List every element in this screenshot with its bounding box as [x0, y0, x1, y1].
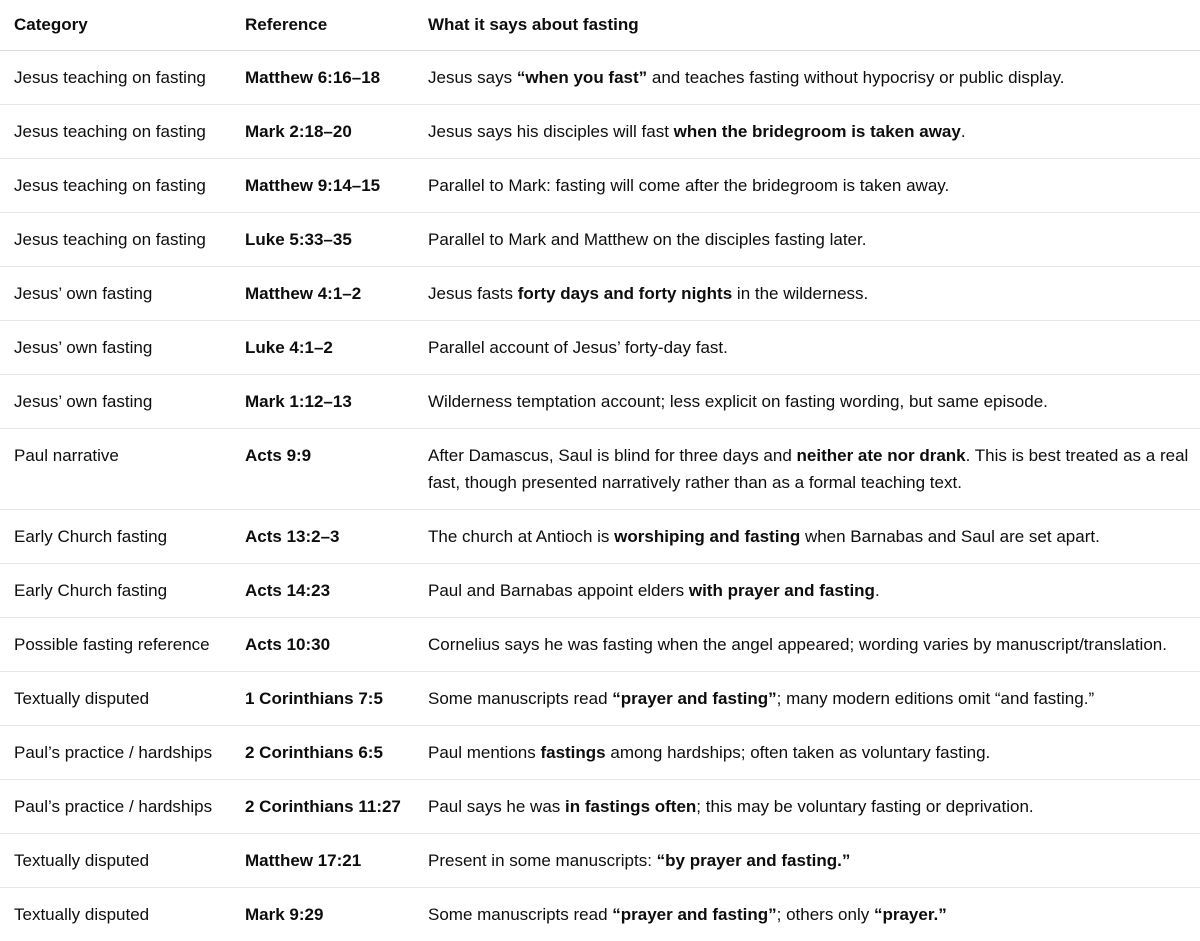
description-text: ; many modern editions omit “and fasting.” — [777, 689, 1094, 708]
description-cell — [414, 888, 1200, 941]
table-row — [0, 618, 1200, 672]
table-row — [0, 888, 1200, 941]
description-emphasis: “when you fast” — [517, 68, 647, 87]
description-text: Parallel to Mark and Matthew on the disciples fasting later. — [428, 230, 866, 249]
category-cell: Early Church fasting — [0, 564, 231, 618]
description-emphasis: worshiping and fasting — [614, 527, 800, 546]
description-text: in the wilderness. — [732, 284, 868, 303]
header-category: Category — [0, 0, 231, 51]
description-cell — [414, 375, 1200, 429]
table-header — [0, 0, 1200, 51]
table-row — [0, 672, 1200, 726]
category-cell: Early Church fasting — [0, 510, 231, 564]
reference-cell: Matthew 9:14–15 — [231, 159, 414, 213]
description-cell — [414, 321, 1200, 375]
description-emphasis: “prayer.” — [874, 905, 947, 924]
description-text: Jesus says — [428, 68, 517, 87]
description-text: Paul mentions — [428, 743, 540, 762]
category-cell: Textually disputed — [0, 834, 231, 888]
description-cell — [414, 834, 1200, 888]
table-body — [0, 51, 1200, 941]
description-text: Some manuscripts read — [428, 905, 612, 924]
reference-cell: Luke 4:1–2 — [231, 321, 414, 375]
description-cell — [414, 672, 1200, 726]
description-emphasis: fastings — [540, 743, 605, 762]
table-row — [0, 564, 1200, 618]
description-text: . — [961, 122, 966, 141]
description-emphasis: “by prayer and fasting.” — [657, 851, 851, 870]
description-text: Jesus says his disciples will fast — [428, 122, 674, 141]
description-cell — [414, 564, 1200, 618]
description-emphasis: “prayer and fasting” — [612, 689, 776, 708]
description-text: Parallel account of Jesus’ forty-day fast. — [428, 338, 728, 357]
table-row — [0, 213, 1200, 267]
header-row — [0, 0, 1200, 51]
table-row — [0, 834, 1200, 888]
description-cell — [414, 429, 1200, 510]
description-text: Paul says he was — [428, 797, 565, 816]
description-emphasis: in fastings often — [565, 797, 696, 816]
category-cell: Possible fasting reference — [0, 618, 231, 672]
description-emphasis: neither ate nor drank — [797, 446, 966, 465]
reference-cell: Mark 2:18–20 — [231, 105, 414, 159]
description-text: Parallel to Mark: fasting will come after the bridegroom is taken away. — [428, 176, 949, 195]
description-emphasis: “prayer and fasting” — [612, 905, 776, 924]
reference-cell: Matthew 17:21 — [231, 834, 414, 888]
category-cell: Paul’s practice / hardships — [0, 726, 231, 780]
table-row — [0, 429, 1200, 510]
description-text: when Barnabas and Saul are set apart. — [800, 527, 1100, 546]
table-row — [0, 510, 1200, 564]
table-row — [0, 780, 1200, 834]
description-emphasis: when the bridegroom is taken away — [674, 122, 961, 141]
description-cell — [414, 726, 1200, 780]
description-cell — [414, 159, 1200, 213]
table-row — [0, 267, 1200, 321]
reference-cell: Luke 5:33–35 — [231, 213, 414, 267]
reference-cell: Acts 9:9 — [231, 429, 414, 510]
description-cell — [414, 267, 1200, 321]
category-cell: Paul’s practice / hardships — [0, 780, 231, 834]
category-cell: Textually disputed — [0, 672, 231, 726]
table-row — [0, 321, 1200, 375]
reference-cell: Acts 14:23 — [231, 564, 414, 618]
category-cell: Jesus teaching on fasting — [0, 51, 231, 105]
description-cell — [414, 618, 1200, 672]
description-text: Jesus fasts — [428, 284, 518, 303]
description-cell — [414, 105, 1200, 159]
table-row — [0, 105, 1200, 159]
category-cell: Jesus teaching on fasting — [0, 159, 231, 213]
reference-cell: 2 Corinthians 6:5 — [231, 726, 414, 780]
category-cell: Jesus’ own fasting — [0, 321, 231, 375]
description-emphasis: forty days and forty nights — [518, 284, 732, 303]
header-reference: Reference — [231, 0, 414, 51]
reference-cell: Matthew 6:16–18 — [231, 51, 414, 105]
table-row — [0, 51, 1200, 105]
table-row — [0, 375, 1200, 429]
table-row — [0, 159, 1200, 213]
reference-cell: Mark 1:12–13 — [231, 375, 414, 429]
reference-cell: Matthew 4:1–2 — [231, 267, 414, 321]
description-cell — [414, 780, 1200, 834]
description-text: Wilderness temptation account; less explicit on fasting wording, but same episode. — [428, 392, 1048, 411]
description-text: After Damascus, Saul is blind for three days and — [428, 446, 797, 465]
description-cell — [414, 213, 1200, 267]
reference-cell: Mark 9:29 — [231, 888, 414, 941]
description-text: ; others only — [777, 905, 874, 924]
reference-cell: Acts 10:30 — [231, 618, 414, 672]
description-cell — [414, 510, 1200, 564]
category-cell: Textually disputed — [0, 888, 231, 941]
description-text: The church at Antioch is — [428, 527, 614, 546]
category-cell: Jesus’ own fasting — [0, 375, 231, 429]
category-cell: Paul narrative — [0, 429, 231, 510]
description-text: and teaches fasting without hypocrisy or public display. — [647, 68, 1064, 87]
description-text: among hardships; often taken as voluntary fasting. — [606, 743, 991, 762]
reference-cell: 1 Corinthians 7:5 — [231, 672, 414, 726]
description-cell — [414, 51, 1200, 105]
header-description: What it says about fasting — [414, 0, 1200, 51]
category-cell: Jesus teaching on fasting — [0, 213, 231, 267]
description-text: Cornelius says he was fasting when the angel appeared; wording varies by manuscript/translation. — [428, 635, 1167, 654]
description-text: . This is best treated as a real fast, though presented narratively rather than as a formal teaching text. — [428, 446, 1188, 492]
reference-cell: 2 Corinthians 11:27 — [231, 780, 414, 834]
description-text: ; this may be voluntary fasting or deprivation. — [696, 797, 1033, 816]
table-row — [0, 726, 1200, 780]
category-cell: Jesus teaching on fasting — [0, 105, 231, 159]
category-cell: Jesus’ own fasting — [0, 267, 231, 321]
description-text: Present in some manuscripts: — [428, 851, 657, 870]
reference-cell: Acts 13:2–3 — [231, 510, 414, 564]
description-emphasis: with prayer and fasting — [689, 581, 875, 600]
description-text: Some manuscripts read — [428, 689, 612, 708]
description-text: . — [875, 581, 880, 600]
description-text: Paul and Barnabas appoint elders — [428, 581, 689, 600]
